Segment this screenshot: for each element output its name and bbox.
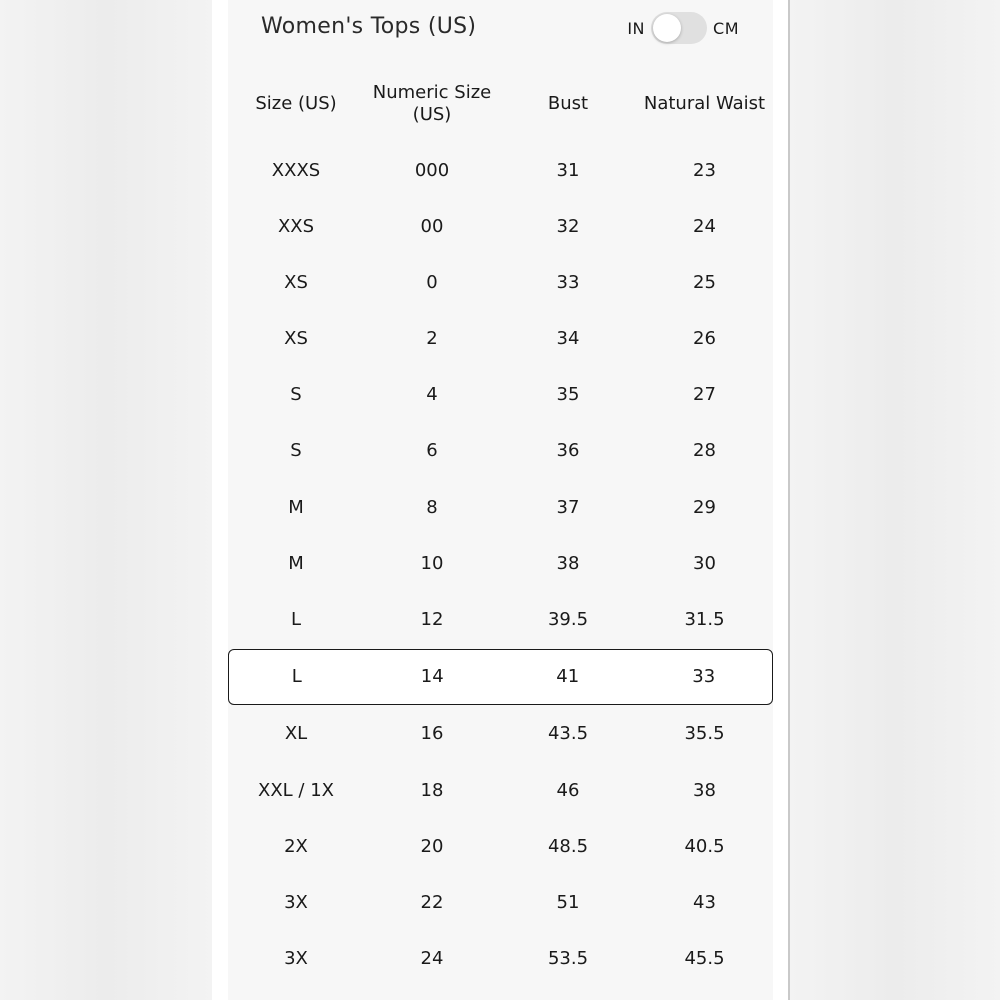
table-row[interactable]: [228, 143, 773, 199]
cell-bust: 41: [556, 666, 580, 687]
chart-title: Women's Tops (US): [261, 14, 477, 39]
cell-natural-waist: 38: [693, 780, 716, 801]
switch-knob: [653, 14, 681, 42]
table-row[interactable]: [228, 480, 773, 536]
cell-numeric-size: 14: [420, 666, 444, 687]
cell-size: L: [290, 609, 302, 630]
cell-numeric-size: 22: [420, 892, 444, 913]
cell-natural-waist: 40.5: [684, 836, 725, 857]
cell-bust: 36: [556, 440, 580, 461]
cell-bust: 31: [556, 160, 580, 181]
unit-toggle[interactable]: [627, 12, 739, 44]
cell-size: XL: [284, 723, 308, 744]
cell-natural-waist: 33: [692, 666, 716, 687]
table-row[interactable]: [228, 875, 773, 931]
size-chart-panel: [228, 0, 773, 1000]
table-row[interactable]: [228, 199, 773, 255]
cell-natural-waist: 35.5: [684, 723, 725, 744]
table-row[interactable]: [228, 819, 773, 875]
cell-numeric-size: 4: [426, 384, 438, 405]
background-right: [790, 0, 1000, 1000]
table-row[interactable]: [228, 592, 773, 648]
cell-numeric-size: 18: [420, 780, 444, 801]
cell-natural-waist: 29: [693, 497, 716, 518]
cell-bust: 37: [556, 497, 580, 518]
cell-natural-waist: 23: [693, 160, 716, 181]
cell-natural-waist: 43: [693, 892, 716, 913]
cell-size: XXS: [277, 216, 315, 237]
table-row[interactable]: [228, 536, 773, 592]
cell-natural-waist: 30: [693, 553, 716, 574]
cell-size: 2X: [284, 836, 308, 857]
table-row[interactable]: [228, 706, 773, 762]
cell-natural-waist: 24: [693, 216, 716, 237]
cell-bust: 46: [556, 780, 580, 801]
cell-natural-waist: 25: [693, 272, 716, 293]
cell-size: M: [288, 497, 304, 518]
cell-bust: 39.5: [547, 609, 589, 630]
unit-switch[interactable]: [651, 12, 707, 44]
table-row[interactable]: [228, 311, 773, 367]
cell-size: S: [290, 384, 302, 405]
table-row[interactable]: [228, 367, 773, 423]
cell-size: 3X: [284, 892, 308, 913]
cell-size: XXXS: [271, 160, 321, 181]
cell-natural-waist: 31.5: [684, 609, 725, 630]
cell-bust: 53.5: [547, 948, 589, 969]
cell-bust: 38: [556, 553, 580, 574]
cell-bust: 48.5: [547, 836, 589, 857]
cell-numeric-size: 24: [420, 948, 444, 969]
cell-bust: 51: [556, 892, 580, 913]
cell-size: L: [291, 666, 302, 687]
cell-natural-waist: 28: [693, 440, 716, 461]
cell-numeric-size: 000: [414, 160, 450, 181]
cell-bust: 34: [556, 328, 580, 349]
cell-numeric-size: 8: [426, 497, 438, 518]
cell-numeric-size: 12: [420, 609, 444, 630]
unit-cm-label[interactable]: CM: [713, 18, 739, 38]
cell-bust: 32: [556, 216, 580, 237]
cell-numeric-size: 16: [420, 723, 444, 744]
cell-numeric-size: 0: [426, 272, 438, 293]
size-chart-screen: [212, 0, 790, 1000]
cell-size: M: [288, 553, 304, 574]
cell-size: S: [290, 440, 302, 461]
cell-size: XS: [284, 328, 308, 349]
cell-natural-waist: 45.5: [684, 948, 725, 969]
cell-bust: 43.5: [547, 723, 589, 744]
cell-bust: 33: [556, 272, 580, 293]
header-natural-waist: Natural Waist: [643, 93, 766, 114]
unit-in-label[interactable]: IN: [627, 18, 646, 38]
cell-numeric-size: 10: [420, 553, 444, 574]
cell-numeric-size: 00: [420, 216, 444, 237]
cell-size: 3X: [284, 948, 308, 969]
cell-natural-waist: 27: [693, 384, 716, 405]
cell-size: XS: [284, 272, 308, 293]
table-header-row: [228, 76, 773, 132]
table-row[interactable]: [228, 763, 773, 819]
cell-numeric-size: 20: [420, 836, 444, 857]
table-row[interactable]: [228, 931, 773, 987]
header-size: Size (US): [255, 93, 337, 114]
header-numeric-size: Numeric Size (US): [372, 82, 492, 125]
cell-numeric-size: 2: [426, 328, 438, 349]
cell-bust: 35: [556, 384, 580, 405]
cell-numeric-size: 6: [426, 440, 438, 461]
table-row[interactable]: [228, 255, 773, 311]
cell-natural-waist: 26: [693, 328, 716, 349]
background-left: [0, 0, 212, 1000]
table-row[interactable]: [228, 423, 773, 479]
cell-size: XXL / 1X: [258, 780, 334, 801]
table-row-selected[interactable]: [228, 649, 773, 705]
header-bust: Bust: [547, 93, 589, 114]
